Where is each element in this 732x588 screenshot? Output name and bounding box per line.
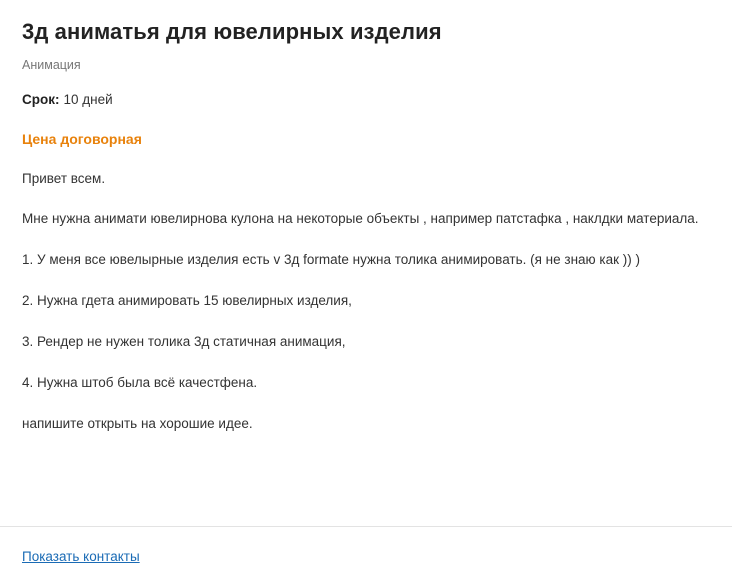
- description-paragraph: 3. Рендер не нужен толика 3д статичная анимация,: [22, 334, 346, 350]
- deadline-row: [22, 92, 710, 107]
- description-paragraph: 4. Нужна штоб была всё качестфена.: [22, 375, 258, 391]
- page-title: 3д аниматья для ювелирных изделия: [22, 19, 442, 44]
- show-contacts-link[interactable]: Показать контакты: [22, 549, 140, 564]
- price-text: Цена договорная: [22, 130, 142, 147]
- description-paragraph: напишите открыть на хорошие идее.: [22, 416, 253, 432]
- description-paragraph: 1. У меня все ювелырные изделия есть v 3д formate нужна толика анимировать. (я не знаю как )) ): [22, 252, 641, 268]
- description-paragraph: Мне нужна анимати ювелирнова кулона на некоторые объекты , например патстафка , наклдки материала.: [22, 211, 699, 227]
- description-paragraph: Привет всем.: [22, 170, 106, 186]
- description-paragraph: 2. Нужна гдета анимировать 15 ювелирных изделия,: [22, 293, 352, 309]
- deadline-value: 10 дней: [63, 91, 113, 107]
- section-divider: [0, 526, 732, 527]
- listing-category: Анимация: [22, 57, 81, 72]
- deadline-label: Срок:: [22, 91, 60, 107]
